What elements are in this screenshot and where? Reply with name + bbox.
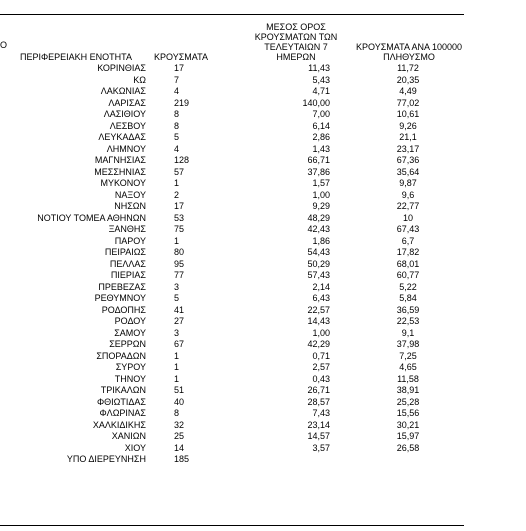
cell-region: ΛΑΣΙΘΙΟΥ: [103, 109, 146, 119]
table-row: [0, 109, 470, 121]
cell-avg7: 42,43: [307, 224, 330, 234]
cell-per100k: 7,25: [399, 350, 417, 361]
cell-avg7: 9,29: [312, 201, 330, 211]
table-row: [0, 339, 470, 351]
header-cases: ΚΡΟΥΣΜΑΤΑ: [154, 52, 208, 62]
cell-per100k: 67,43: [396, 224, 420, 234]
cell-cases: 75: [174, 224, 185, 234]
table-row: [0, 282, 470, 294]
cell-region: ΝΟΤΙΟΥ ΤΟΜΕΑ ΑΘΗΝΩΝ: [37, 212, 146, 223]
cell-region: ΤΡΙΚΑΛΩΝ: [100, 385, 146, 395]
table-row: [0, 98, 470, 110]
cell-region: ΝΑΞΟΥ: [114, 189, 146, 200]
cell-per100k: 6,7: [401, 235, 415, 246]
cell-per100k: 4,49: [399, 86, 417, 96]
header-avg7: ΜΕΣΟΣ ΟΡΟΣ ΚΡΟΥΣΜΑΤΩΝ ΤΩΝ ΤΕΛΕΥΤΑΙΩΝ 7 ΗΜΕΡΩΝ: [254, 22, 338, 62]
cell-avg7: 14,43: [307, 316, 330, 326]
cell-region: ΧΑΝΙΩΝ: [111, 431, 146, 441]
cell-avg7: 6,14: [312, 120, 330, 131]
cell-cases: 80: [174, 247, 185, 257]
cell-avg7: 2,86: [312, 132, 330, 142]
cell-cases: 7: [174, 74, 180, 85]
table-row: [0, 178, 470, 190]
cell-cases: 5: [174, 293, 180, 303]
table-row: [0, 86, 470, 98]
cell-avg7: 42,29: [307, 339, 330, 349]
cell-region: ΛΗΜΝΟΥ: [106, 143, 146, 154]
cell-per100k: 60,77: [396, 270, 420, 280]
cell-cases: 67: [174, 339, 185, 349]
cell-region: ΡΟΔΟΠΗΣ: [101, 304, 146, 315]
cell-per100k: 38,91: [396, 385, 420, 395]
cell-cases: 1: [174, 178, 180, 188]
cell-cases: 3: [174, 327, 180, 338]
cell-avg7: 140,00: [302, 97, 330, 108]
table-row: [0, 351, 470, 363]
cell-avg7: 4,71: [312, 86, 330, 96]
cell-avg7: 6,43: [312, 293, 330, 303]
cell-per100k: 17,82: [396, 247, 420, 257]
table-body: [0, 63, 470, 466]
cell-per100k: 68,01: [396, 258, 420, 269]
table-row: [0, 224, 470, 236]
cell-region: ΤΗΝΟΥ: [114, 373, 146, 384]
cell-per100k: 10: [402, 212, 413, 223]
cell-cases: 95: [174, 258, 185, 269]
cell-avg7: 28,57: [307, 396, 330, 407]
cell-region: ΣΥΡΟΥ: [115, 362, 146, 372]
cell-avg7: 26,71: [307, 385, 330, 395]
cell-avg7: 7,00: [312, 109, 330, 119]
cell-cases: 41: [174, 304, 185, 315]
cell-cases: 4: [174, 143, 180, 154]
header-region: ΠΕΡΙΦΕΡΕΙΑΚΗ ΕΝΟΤΗΤΑ: [19, 52, 133, 62]
cell-avg7: 5,43: [312, 74, 330, 85]
cell-per100k: 11,58: [397, 373, 419, 384]
cell-per100k: 35,64: [396, 166, 420, 177]
cell-per100k: 26,58: [396, 442, 420, 453]
cell-region: ΧΙΟΥ: [124, 442, 146, 453]
cell-cases: 8: [174, 408, 180, 418]
cell-per100k: 25,28: [396, 396, 420, 407]
table-row: [0, 155, 470, 167]
cell-avg7: 48,29: [307, 212, 330, 223]
cell-cases: 8: [174, 109, 180, 119]
table-top-rule: [0, 14, 464, 15]
cell-per100k: 23,17: [396, 143, 420, 154]
cell-region: ΣΕΡΡΩΝ: [109, 339, 146, 349]
cell-avg7: 22,57: [307, 304, 330, 315]
cell-per100k: 10,61: [396, 109, 420, 119]
cell-per100k: 22,53: [396, 316, 420, 326]
table-row: [0, 132, 470, 144]
cell-avg7: 1,00: [312, 189, 330, 200]
cell-region: ΣΠΟΡΑΔΩΝ: [96, 350, 146, 361]
cell-cases: 17: [174, 201, 185, 211]
cell-region: ΠΙΕΡΙΑΣ: [110, 270, 146, 280]
cell-region: ΜΑΓΝΗΣΙΑΣ: [94, 155, 146, 165]
cell-region: ΝΗΣΩΝ: [114, 201, 146, 211]
cell-cases: 51: [174, 385, 185, 395]
cell-region: ΥΠΟ ΔΙΕΡΕΥΝΗΣΗ: [66, 454, 146, 464]
table-row: [0, 328, 470, 340]
cell-avg7: 3,57: [312, 442, 330, 453]
cell-region: ΠΕΙΡΑΙΩΣ: [104, 247, 146, 257]
cell-region: ΡΕΘΥΜΝΟΥ: [94, 293, 146, 303]
table-row: [0, 270, 470, 282]
cell-avg7: 2,14: [312, 281, 330, 292]
cell-avg7: 1,43: [312, 143, 330, 154]
cell-region: ΧΑΛΚΙΔΙΚΗΣ: [92, 419, 146, 430]
table-row: [0, 316, 470, 328]
cell-region: ΜΕΣΣΗΝΙΑΣ: [94, 166, 146, 177]
cell-cases: 128: [174, 155, 190, 165]
table-row: [0, 431, 470, 443]
cell-cases: 1: [174, 373, 180, 384]
cell-avg7: 23,14: [307, 419, 330, 430]
cell-region: ΚΩ: [133, 74, 146, 85]
cell-cases: 3: [174, 281, 180, 292]
cell-region: ΜΥΚΟΝΟΥ: [100, 178, 146, 188]
cell-region: ΣΑΜΟΥ: [114, 327, 146, 338]
cell-region: ΞΑΝΘΗΣ: [108, 224, 146, 234]
cell-per100k: 9,87: [399, 178, 417, 188]
table-row: [0, 454, 470, 466]
cell-cases: 1: [174, 350, 180, 361]
cell-cases: 4: [174, 86, 180, 96]
cell-avg7: 57,43: [307, 270, 330, 280]
cell-region: ΠΕΛΛΑΣ: [109, 258, 146, 269]
cell-per100k: 15,56: [396, 408, 420, 418]
cell-region: ΠΡΕΒΕΖΑΣ: [98, 281, 146, 292]
cell-region: ΠΑΡΟΥ: [114, 235, 146, 246]
table-row: [0, 362, 470, 374]
table-row: [0, 305, 470, 317]
cell-cases: 17: [174, 63, 185, 73]
cell-avg7: 50,29: [307, 258, 330, 269]
cell-cases: 1: [174, 362, 180, 372]
cell-avg7: 1,57: [312, 178, 330, 188]
table-row: [0, 374, 470, 386]
table-row: [0, 397, 470, 409]
cell-per100k: 5,22: [399, 281, 417, 292]
cell-cases: 40: [174, 396, 185, 407]
cell-avg7: 1,86: [312, 235, 330, 246]
cell-cases: 5: [174, 132, 180, 142]
cell-region: ΦΛΩΡΙΝΑΣ: [99, 408, 146, 418]
cell-avg7: 14,57: [307, 431, 330, 441]
cell-cases: 8: [174, 120, 180, 131]
cell-region: ΚΟΡΙΝΘΙΑΣ: [97, 63, 146, 73]
table-row: [0, 247, 470, 259]
cell-cases: 77: [174, 270, 185, 280]
cell-cases: 57: [174, 166, 185, 177]
cell-avg7: 7,43: [312, 408, 330, 418]
table-row: [0, 408, 470, 420]
cell-cases: 25: [174, 431, 185, 441]
table-row: [0, 121, 470, 133]
cell-cases: 219: [174, 97, 190, 108]
cell-cases: 1: [174, 235, 180, 246]
table-row: [0, 420, 470, 432]
cell-region: ΛΑΡΙΣΑΣ: [108, 97, 146, 108]
table-row: [0, 259, 470, 271]
cell-per100k: 21,1: [399, 132, 417, 142]
table-row: [0, 190, 470, 202]
cell-region: ΦΘΙΩΤΙΔΑΣ: [97, 396, 146, 407]
cell-cases: 2: [174, 189, 180, 200]
table-row: [0, 236, 470, 248]
header-edge-mark: Ο: [0, 40, 8, 50]
table-row: [0, 213, 470, 225]
cell-per100k: 5,84: [399, 293, 417, 303]
cell-cases: 27: [174, 316, 185, 326]
cell-per100k: 9,1: [401, 327, 415, 338]
cell-per100k: 11,72: [397, 63, 419, 73]
cell-avg7: 11,43: [308, 63, 330, 73]
cell-per100k: 9,6: [401, 189, 415, 200]
cell-avg7: 0,43: [312, 373, 330, 384]
table-row: [0, 385, 470, 397]
table-row: [0, 443, 470, 455]
cell-avg7: 54,43: [307, 247, 330, 257]
cell-region: ΛΕΥΚΑΔΑΣ: [98, 132, 146, 142]
table-row: [0, 75, 470, 87]
cell-cases: 185: [174, 454, 190, 464]
table-row: [0, 293, 470, 305]
cell-per100k: 22,77: [396, 201, 420, 211]
cell-avg7: 37,86: [307, 166, 330, 177]
table-row: [0, 144, 470, 156]
table-row: [0, 167, 470, 179]
cell-per100k: 30,21: [396, 419, 420, 430]
cell-per100k: 20,35: [396, 74, 420, 85]
cell-region: ΡΟΔΟΥ: [114, 316, 146, 326]
cell-cases: 53: [174, 212, 185, 223]
table-row: [0, 63, 470, 75]
cell-per100k: 9,26: [399, 120, 417, 131]
cell-avg7: 0,71: [312, 350, 330, 361]
cell-cases: 14: [174, 442, 185, 453]
cell-per100k: 77,02: [396, 97, 420, 108]
cell-per100k: 37,98: [396, 339, 420, 349]
cell-avg7: 66,71: [307, 155, 330, 165]
cell-avg7: 2,57: [312, 362, 330, 372]
cell-per100k: 36,59: [396, 304, 420, 315]
cell-region: ΛΕΣΒΟΥ: [109, 120, 146, 131]
cell-per100k: 67,36: [396, 155, 420, 165]
cell-per100k: 4,65: [399, 362, 417, 372]
header-per100k: ΚΡΟΥΣΜΑΤΑ ΑΝΑ 100000 ΠΛΗΘΥΣΜΟ: [356, 42, 462, 62]
cell-cases: 32: [174, 419, 185, 430]
cell-avg7: 1,00: [312, 327, 330, 338]
cell-per100k: 15,97: [396, 431, 420, 441]
table-bottom-rule: [0, 525, 464, 526]
table-row: [0, 201, 470, 213]
cell-region: ΛΑΚΩΝΙΑΣ: [100, 86, 146, 96]
